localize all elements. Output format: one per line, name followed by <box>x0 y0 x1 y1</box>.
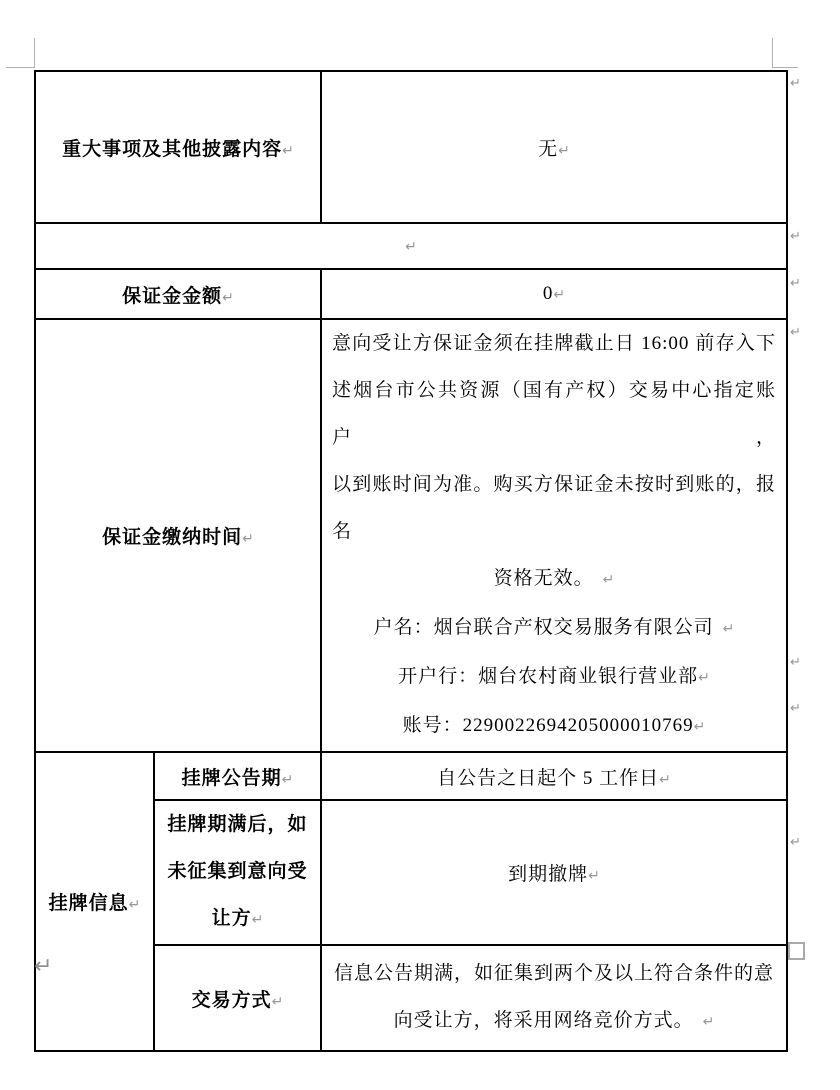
paragraph-mark-icon: ↵ <box>34 954 53 979</box>
deposit-bank-line: 开户行：烟台农村商业银行营业部↵ <box>398 666 710 687</box>
table-resize-handle[interactable] <box>788 942 805 960</box>
paragraph-mark-icon: ↵ <box>693 719 706 735</box>
paragraph-mark-icon: ↵ <box>281 771 294 788</box>
paragraph-mark-icon: ↵ <box>251 912 264 928</box>
margin-corner-mark-top-right-horizontal <box>772 67 798 68</box>
row-end-mark-icon: ↵ <box>790 276 801 291</box>
cell-deposit-time-value[interactable] <box>321 319 787 752</box>
paragraph-mark-icon: ↵ <box>271 993 284 1010</box>
major-disclosure-value: 无 <box>538 138 559 160</box>
trade-mode-value-line: 向受让方，将采用网络竞价方式。 ↵ <box>393 1010 715 1031</box>
cell-announce-period-value[interactable] <box>321 752 787 800</box>
paragraph-mark-icon: ↵ <box>659 771 671 788</box>
row-end-mark-icon: ↵ <box>790 701 801 716</box>
trade-mode-value-line: 信息公告期满，如征集到两个及以上符合条件的意 <box>333 963 774 984</box>
cell-major-disclosure-value[interactable] <box>321 71 787 223</box>
listing-info-label: 挂牌信息 <box>48 893 129 914</box>
row-end-mark-icon: ↵ <box>790 835 801 850</box>
trade-mode-label: 交易方式 <box>191 989 272 1011</box>
paragraph-mark-icon: ↵ <box>242 531 254 547</box>
paragraph-mark-icon: ↵ <box>222 289 234 306</box>
paragraph-mark-icon: ↵ <box>558 142 570 159</box>
listing-disclosure-table <box>34 70 788 1052</box>
deposit-time-line: 述烟台市公共资源（国有产权）交易中心指定账户， <box>332 380 776 448</box>
deposit-time-label: 保证金缴纳时间 <box>102 527 243 548</box>
cell-deposit-amount-value[interactable] <box>321 269 787 319</box>
row-end-mark-icon: ↵ <box>790 76 801 91</box>
paragraph-mark-icon: ↵ <box>405 239 417 255</box>
deposit-time-line: 以到账时间为准。购买方保证金未按时到账的，报名 <box>332 474 776 542</box>
paragraph-mark-icon: ↵ <box>553 287 566 303</box>
row-end-mark-icon: ↵ <box>790 325 801 340</box>
margin-corner-mark-top-left-vertical <box>34 38 35 68</box>
cell-deposit-amount-label[interactable] <box>35 269 321 319</box>
cell-trade-mode-value[interactable] <box>321 945 787 1051</box>
margin-corner-mark-top-right-vertical <box>772 38 773 68</box>
cell-major-disclosure-label[interactable] <box>35 71 321 223</box>
cell-expiry-value[interactable] <box>321 800 787 945</box>
deposit-account-name-line: 户名：烟台联合产权交易服务有限公司 ↵ <box>373 617 735 638</box>
cell-deposit-time-label[interactable] <box>35 319 321 752</box>
expiry-label-line: 未征集到意向受 <box>167 861 308 882</box>
paragraph-mark-icon: ↵ <box>702 1014 715 1030</box>
cell-spacer-row[interactable] <box>35 223 787 269</box>
paragraph-mark-icon: ↵ <box>602 572 615 588</box>
cell-expiry-label[interactable] <box>154 800 321 945</box>
margin-corner-mark-top-left-horizontal <box>6 67 35 68</box>
announce-period-value: 自公告之日起个 5 工作日 <box>437 767 660 789</box>
paragraph-mark-icon: ↵ <box>282 142 294 159</box>
paragraph-mark-icon: ↵ <box>722 621 735 637</box>
paragraph-mark-icon: ↵ <box>588 868 600 884</box>
cell-announce-period-label[interactable] <box>154 752 321 800</box>
cell-trade-mode-label[interactable] <box>154 945 321 1051</box>
paragraph-mark-icon: ↵ <box>128 897 141 913</box>
row-end-mark-icon: ↵ <box>790 229 801 244</box>
deposit-amount-value: 0 <box>542 283 554 304</box>
deposit-time-line: 资格无效。 ↵ <box>493 568 615 589</box>
expiry-label-line: 让方↵ <box>211 908 264 929</box>
deposit-amount-label: 保证金金额 <box>122 285 223 307</box>
expiry-label-line: 挂牌期满后，如 <box>167 814 308 835</box>
cell-listing-info-label[interactable] <box>35 752 154 1051</box>
announce-period-label: 挂牌公告期 <box>181 767 282 789</box>
deposit-account-number-line: 账号：2290022694205000010769↵ <box>402 715 706 736</box>
row-end-mark-icon: ↵ <box>790 655 801 670</box>
major-disclosure-label: 重大事项及其他披露内容 <box>62 138 283 160</box>
expiry-value: 到期撤牌 <box>508 864 589 885</box>
deposit-time-line: 意向受让方保证金须在挂牌截止日 16:00 前存入下 <box>332 333 776 354</box>
paragraph-mark-icon: ↵ <box>698 670 710 686</box>
